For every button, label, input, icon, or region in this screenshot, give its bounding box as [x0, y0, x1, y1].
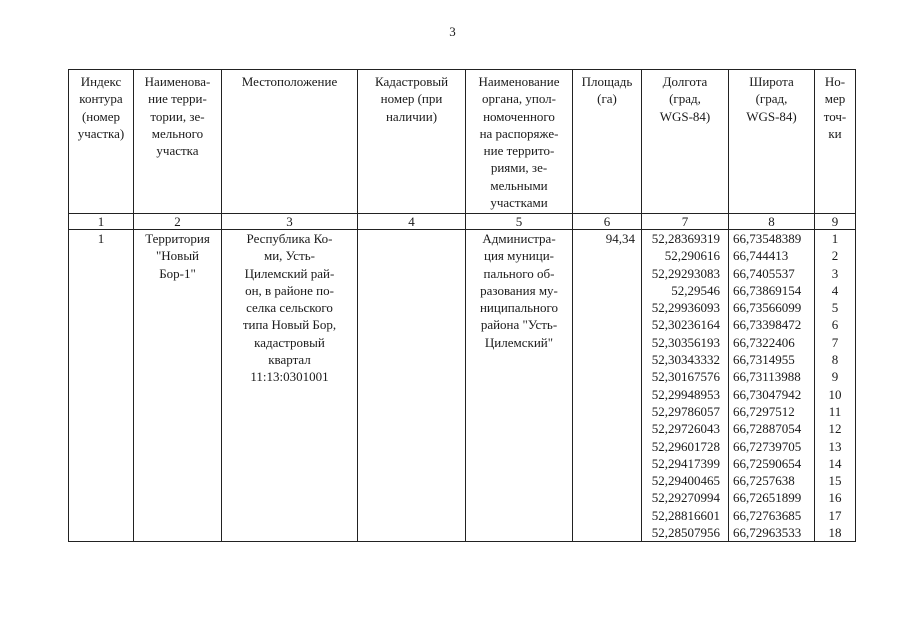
territory-name: Территория "Новый Бор-1" — [134, 230, 222, 542]
longitude-value: 52,29726043 — [651, 421, 720, 437]
column-number: 3 — [222, 214, 358, 230]
longitude-value: 52,30236164 — [651, 317, 720, 333]
point-number: 17 — [828, 507, 842, 523]
header-authority: Наименование органа, упол- номоченного на распоряже- ние террито- риями, зе- мельными участками — [466, 70, 573, 214]
header-row — [69, 70, 856, 214]
table-row — [69, 230, 856, 542]
point-number-list — [815, 230, 856, 542]
header-cadastral: Кадастровый номер (при наличии) — [358, 70, 466, 214]
latitude-value: 66,73869154 — [733, 282, 802, 298]
latitude-value: 66,72763685 — [733, 507, 802, 523]
longitude-value: 52,29400465 — [651, 473, 720, 489]
latitude-value: 66,73548389 — [733, 231, 802, 246]
header-location: Местоположение — [222, 70, 358, 214]
latitude-value: 66,72651899 — [733, 490, 802, 506]
latitude-value: 66,72739705 — [733, 438, 802, 454]
longitude-value: 52,29936093 — [651, 300, 720, 316]
column-number: 9 — [815, 214, 856, 230]
longitude-value: 52,29786057 — [651, 403, 720, 419]
column-number: 1 — [69, 214, 134, 230]
latitude-value: 66,72887054 — [733, 421, 802, 437]
longitude-value: 52,29270994 — [651, 490, 720, 506]
header-index: Индекс контура (номер участка) — [69, 70, 134, 214]
longitude-value: 52,290616 — [664, 248, 720, 264]
column-number: 2 — [134, 214, 222, 230]
point-number: 2 — [831, 248, 839, 264]
longitude-list — [642, 230, 729, 542]
latitude-value: 66,7297512 — [733, 403, 795, 419]
contour-index: 1 — [69, 230, 134, 542]
point-number: 15 — [828, 473, 842, 489]
land-plot-table — [68, 69, 856, 542]
longitude-value: 52,29601728 — [651, 438, 720, 454]
point-number: 1 — [831, 231, 839, 246]
point-number: 11 — [828, 403, 842, 419]
point-number: 3 — [831, 265, 839, 281]
latitude-value: 66,72963533 — [733, 525, 802, 541]
latitude-value: 66,7322406 — [733, 334, 795, 350]
column-number: 6 — [573, 214, 642, 230]
point-number: 4 — [831, 282, 839, 298]
header-latitude: Широта (град, WGS-84) — [729, 70, 815, 214]
longitude-value: 52,29546 — [671, 282, 720, 298]
longitude-value: 52,30356193 — [651, 334, 720, 350]
point-number: 13 — [828, 438, 842, 454]
area: 94,34 — [573, 230, 642, 542]
column-number: 5 — [466, 214, 573, 230]
longitude-value: 52,28369319 — [651, 231, 720, 246]
column-number: 4 — [358, 214, 466, 230]
point-number: 5 — [831, 300, 839, 316]
latitude-value: 66,73398472 — [733, 317, 802, 333]
point-number: 16 — [828, 490, 842, 506]
longitude-value: 52,28816601 — [651, 507, 720, 523]
longitude-value: 52,29293083 — [651, 265, 720, 281]
column-number: 8 — [729, 214, 815, 230]
point-number: 10 — [828, 386, 842, 402]
header-name: Наименова- ние терри- тории, зе- мельного участка — [134, 70, 222, 214]
latitude-value: 66,7405537 — [733, 265, 795, 281]
latitude-value: 66,73047942 — [733, 386, 802, 402]
point-number: 14 — [828, 455, 842, 471]
latitude-value: 66,7314955 — [733, 352, 795, 368]
longitude-value: 52,29948953 — [651, 386, 720, 402]
latitude-value: 66,73113988 — [733, 369, 801, 385]
latitude-value: 66,744413 — [733, 248, 789, 264]
authority: Администра- ция муници- пального об- разования му- ниципального района "Усть- Цилемский" — [466, 230, 573, 542]
header-area: Площадь (га) — [573, 70, 642, 214]
longitude-value: 52,30167576 — [651, 369, 720, 385]
header-longitude: Долгота (град, WGS-84) — [642, 70, 729, 214]
latitude-list — [729, 230, 815, 542]
latitude-value: 66,7257638 — [733, 473, 795, 489]
cadastral-number — [358, 230, 466, 542]
point-number: 7 — [831, 334, 839, 350]
header-point-number: Но- мер точ- ки — [815, 70, 856, 214]
latitude-value: 66,73566099 — [733, 300, 802, 316]
latitude-value: 66,72590654 — [733, 455, 802, 471]
longitude-value: 52,30343332 — [651, 352, 720, 368]
longitude-value: 52,29417399 — [651, 455, 720, 471]
point-number: 6 — [831, 317, 839, 333]
column-number-row — [69, 214, 856, 230]
longitude-value: 52,28507956 — [651, 525, 720, 541]
column-number: 7 — [642, 214, 729, 230]
point-number: 8 — [831, 352, 839, 368]
page-number: 3 — [449, 24, 456, 39]
point-number: 12 — [828, 421, 842, 437]
location: Республика Ко- ми, Усть- Цилемский рай- он, в районе по- селка сельского типа Новый Бор, кадастровый квартал 11:13:0301001 — [222, 230, 358, 542]
point-number: 9 — [831, 369, 839, 385]
point-number: 18 — [828, 525, 842, 541]
